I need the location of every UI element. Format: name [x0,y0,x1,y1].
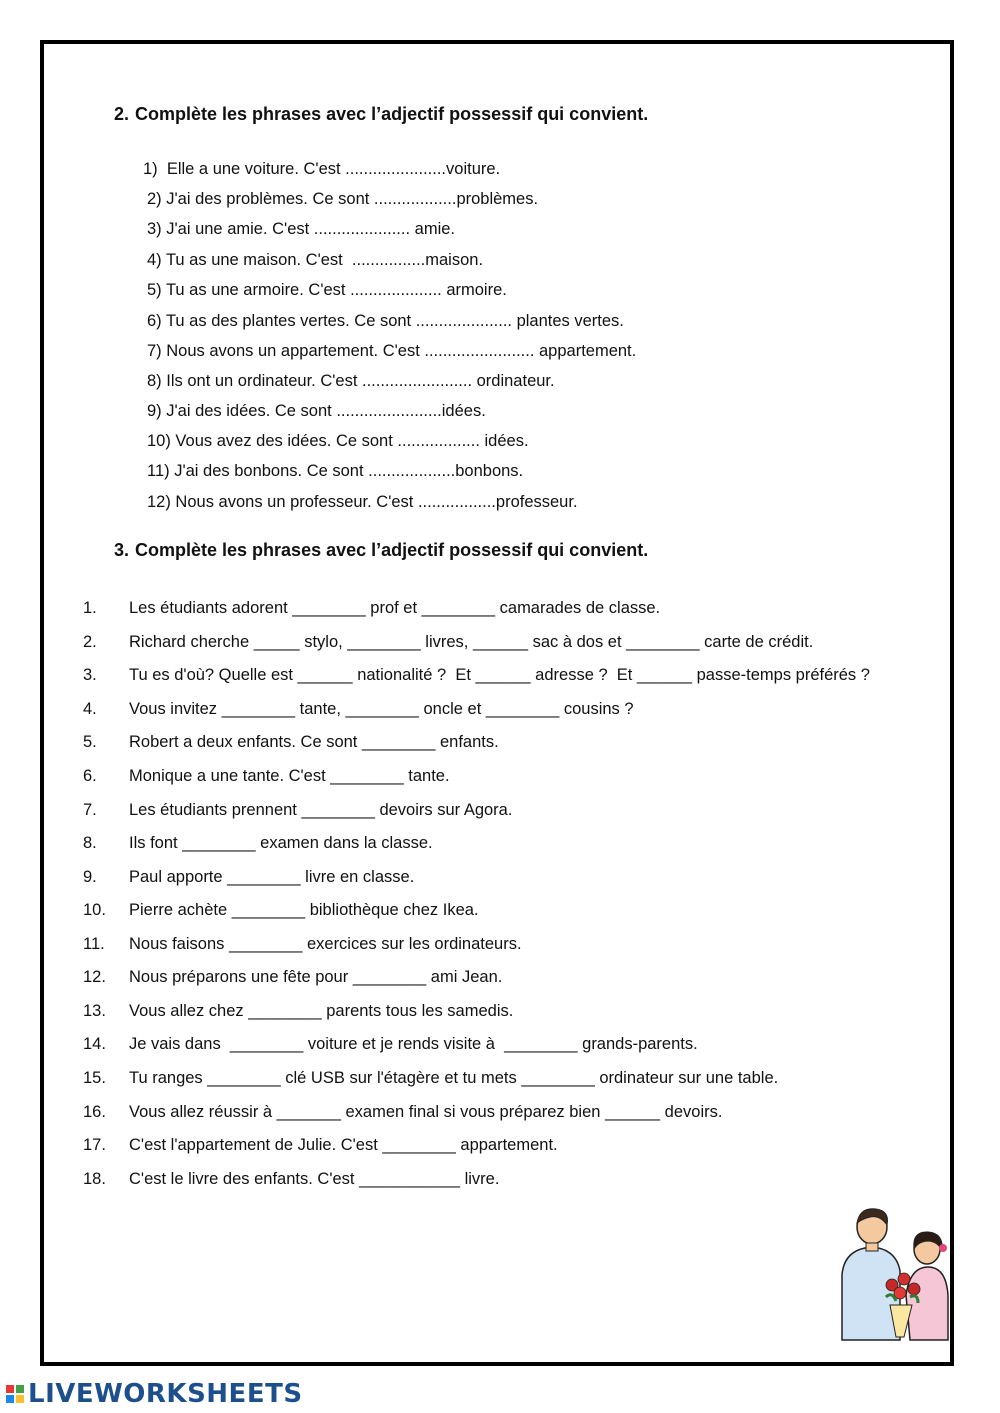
ex3-item-number: 7. [83,801,97,819]
ex3-item-text: C'est l'appartement de Julie. C'est ________ appartement. [129,1136,558,1154]
ex2-sentence: 10) Vous avez des idées. Ce sont .................. idées. [147,432,529,450]
ex2-sentence: 12) Nous avons un professeur. C'est .................professeur. [147,493,578,511]
ex3-item-text: Tu es d'où? Quelle est ______ nationalité ? Et ______ adresse ? Et ______ passe-temps préférés ? [129,666,870,684]
ex3-item-text: Ils font ________ examen dans la classe. [129,834,433,852]
ex3-item-text: Vous allez chez ________ parents tous les samedis. [129,1002,514,1020]
ex3-item-number: 8. [83,834,97,852]
ex3-item-number: 13. [83,1002,106,1020]
ex3-item-text: Je vais dans ________ voiture et je rends visite à ________ grands-parents. [129,1035,698,1053]
liveworksheets-logo [6,1380,303,1408]
ex2-sentence: 3) J'ai une amie. C'est ..................... amie. [147,220,455,238]
ex3-item-text: Les étudiants prennent ________ devoirs sur Agora. [129,801,513,819]
couple-with-flowers-illustration [830,1205,950,1345]
ex2-sentence: 6) Tu as des plantes vertes. Ce sont ..................... plantes vertes. [147,312,624,330]
ex3-item-number: 11. [83,935,105,953]
ex3-item-number: 5. [83,733,97,751]
ex3-item-text: Paul apporte ________ livre en classe. [129,868,415,886]
ex2-sentence: 9) J'ai des idées. Ce sont .......................idées. [147,402,486,420]
ex3-item-number: 1. [83,599,97,617]
ex3-item-text: Vous invitez ________ tante, ________ oncle et ________ cousins ? [129,700,634,718]
logo-text: LIVEWORKSHEETS [28,1379,303,1409]
ex3-item-number: 3. [83,666,97,684]
ex3-item-number: 2. [83,633,97,651]
ex2-sentence: 1) Elle a une voiture. C'est ......................voiture. [143,160,501,178]
ex2-sentence: 4) Tu as une maison. C'est ................maison. [147,251,484,269]
ex3-item-text: Tu ranges ________ clé USB sur l'étagère et tu mets ________ ordinateur sur une table. [129,1069,779,1087]
ex3-item-number: 15. [83,1069,106,1087]
ex2-sentence: 11) J'ai des bonbons. Ce sont ...................bonbons. [147,462,524,480]
ex3-item-number: 18. [83,1170,106,1188]
exercise-2-heading [114,104,648,125]
ex2-sentence: 8) Ils ont un ordinateur. C'est ........................ ordinateur. [147,372,555,390]
ex3-item-number: 4. [83,700,97,718]
ex3-item-text: Les étudiants adorent ________ prof et ________ camarades de classe. [129,599,661,617]
ex3-item-text: Nous préparons une fête pour ________ ami Jean. [129,968,503,986]
ex2-sentence: 7) Nous avons un appartement. C'est ........................ appartement. [147,342,637,360]
ex2-sentence: 5) Tu as une armoire. C'est .................... armoire. [147,281,507,299]
ex3-item-text: Pierre achète ________ bibliothèque chez Ikea. [129,901,479,919]
logo-squares-icon [6,1385,24,1403]
ex3-item-text: Robert a deux enfants. Ce sont ________ enfants. [129,733,499,751]
exercise-3-number: 3. [114,540,130,560]
ex3-item-text: Nous faisons ________ exercices sur les ordinateurs. [129,935,522,953]
ex3-item-text: Richard cherche _____ stylo, ________ livres, ______ sac à dos et ________ carte de crédit. [129,633,814,651]
exercise-2-number: 2. [114,104,130,124]
ex3-item-number: 10. [83,901,106,919]
exercise-2-instruction: Complète les phrases avec l’adjectif possessif qui convient. [135,104,649,124]
ex3-item-text: Monique a une tante. C'est ________ tante. [129,767,450,785]
ex3-item-number: 14. [83,1035,106,1053]
exercise-3-instruction: Complète les phrases avec l’adjectif possessif qui convient. [135,540,649,560]
ex3-item-number: 12. [83,968,106,986]
ex3-item-number: 9. [83,868,97,886]
ex3-item-number: 6. [83,767,97,785]
exercise-3-heading [114,540,648,561]
ex3-item-number: 17. [83,1136,106,1154]
ex3-item-text: C'est le livre des enfants. C'est ___________ livre. [129,1170,500,1188]
ex3-item-text: Vous allez réussir à _______ examen final si vous préparez bien ______ devoirs. [129,1103,723,1121]
ex2-sentence: 2) J'ai des problèmes. Ce sont ..................problèmes. [147,190,539,208]
ex3-item-number: 16. [83,1103,106,1121]
